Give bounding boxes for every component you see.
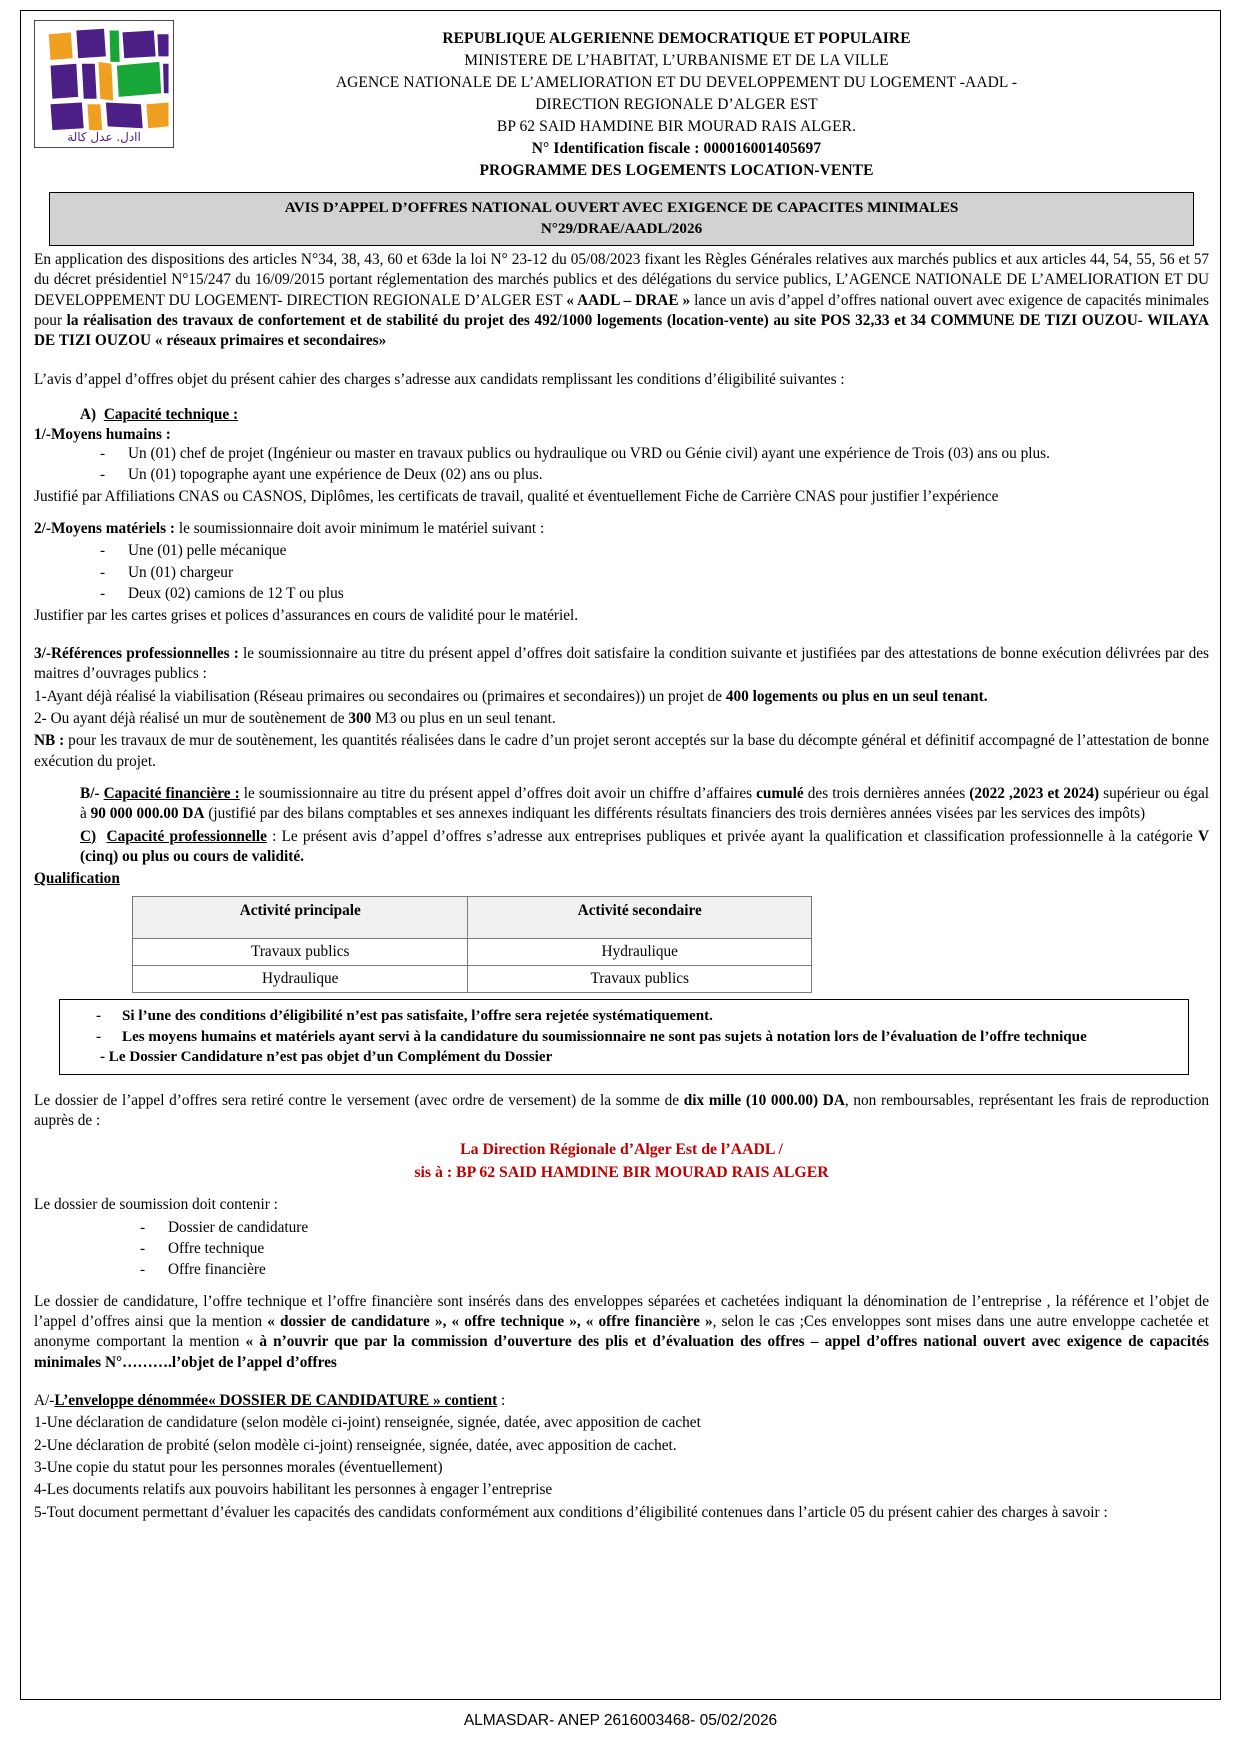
sub3-title: 3/-Références professionnelles :: [34, 644, 239, 662]
address-line-2: sis à : BP 62 SAID HAMDINE BIR MOURAD RAIS ALGER: [414, 1164, 829, 1182]
header-line-2: MINISTERE DE L’HABITAT, L’URBANISME ET DE LA VILLE: [464, 52, 889, 69]
moyens-materiels-note: Justifier par les cartes grises et polices d’assurances en cours de validité pour le matériel.: [34, 606, 579, 624]
intro-bold2: la réalisation des travaux de confortement et de stabilité du projet des 492/1000 logements (location-vente) au site POS 32,33 et 34 COMMUNE DE TIZI OUZOU- WILAYA DE TIZI OUZOU « réseaux primaires et secondaires»: [34, 312, 1209, 350]
withdrawal-amount: dix mille (10 000.00) DA: [683, 1091, 845, 1109]
nb-text: pour les travaux de mur de soutènement, les quantités réalisées dans le cadre d’un projet seront acceptés sur la base du décompte général et définitif accompagné de l’attestation de bonne exécution du projet.: [34, 732, 1209, 770]
envelope-a-prefix: A/-: [34, 1391, 55, 1409]
cell-secondaire-1: Hydraulique: [468, 938, 812, 965]
section-b-text1: le soumissionnaire au titre du présent appel d’offres doit avoir un chiffre d’affaires: [239, 784, 757, 802]
envelopes-paragraph: [34, 1292, 1209, 1373]
header-line-3: AGENCE NATIONALE DE L’AMELIORATION ET DU DEVELOPPEMENT DU LOGEMENT -AADL -: [335, 74, 1018, 91]
section-c-bold1: V (cinq) ou plus ou cours de validité.: [80, 827, 1209, 865]
list-item: - Les moyens humains et matériels ayant servi à la candidature du soumissionnaire ne sont pas sujets à notation lors de l’évaluation de l’offre technique: [92, 1027, 1178, 1047]
intro-bold1: « AADL – DRAE »: [566, 291, 691, 309]
section-a-heading: [80, 406, 1209, 424]
conditions-list: [70, 1006, 1178, 1047]
header-text-block: [174, 20, 1209, 182]
ref1-bold: 400 logements ou plus en un seul tenant.: [725, 687, 988, 705]
list-item: - Offre financière: [134, 1260, 1209, 1280]
references-item-1: [34, 687, 1209, 707]
ref2-bold: 300: [348, 709, 372, 727]
intro-part2: lance un avis d’appel d’offres national ouvert avec exigence de capacités minimales pour: [34, 291, 1209, 330]
nb-label: NB :: [34, 732, 65, 750]
list-item: - Offre technique: [134, 1239, 1209, 1259]
header-line-7: PROGRAMME DES LOGEMENTS LOCATION-VENTE: [479, 162, 874, 179]
list-item: - Deux (02) camions de 12 T ou plus: [94, 584, 1209, 604]
envelope-a-heading: [34, 1391, 1209, 1411]
section-b-bold2: (2022 ,2023 et 2024): [969, 784, 1100, 802]
section-b-text3: supérieur ou égal à: [80, 784, 1209, 823]
ref1-text: 1-Ayant déjà réalisé la viabilisation (Réseau primaires ou secondaires ou (primaires et secondaires)) un projet de: [34, 687, 726, 705]
envelope-a-item-3: 3-Une copie du statut pour les personnes morales (éventuellement): [34, 1459, 443, 1476]
submission-lead: Le dossier de soumission doit contenir :: [34, 1196, 278, 1214]
section-c-text1: : Le présent avis d’appel d’offres s’adresse aux entreprises publiques et privée ayant la qualification et classification professionnelle à la catégorie: [266, 827, 1198, 845]
list-item: - Un (01) chargeur: [94, 563, 1209, 583]
qualification-table: [132, 896, 812, 993]
moyens-materiels-list: [34, 541, 1209, 604]
section-c-label: C): [80, 827, 97, 845]
section-a-title: Capacité technique :: [103, 406, 239, 424]
document-header: [34, 20, 1209, 182]
qualification-heading: Qualification: [34, 870, 120, 888]
eligibility-intro-line: L’avis d’appel d’offres objet du présent cahier des charges s’adresse aux candidats remplissant les conditions d’éligibilité suivantes :: [34, 370, 845, 388]
list-item: - Une (01) pelle mécanique: [94, 541, 1209, 561]
envelope-a-item-1: 1-Une déclaration de candidature (selon modèle ci-joint) renseignée, signée, datée, avec apposition de cachet: [34, 1414, 701, 1432]
section-b-title: Capacité financière :: [103, 784, 240, 802]
cell-principale-1: Travaux publics: [133, 938, 468, 965]
list-item: - Un (01) chef de projet (Ingénieur ou master en travaux publics ou hydraulique ou VRD ou Génie civil) ayant une expérience de Trois (03) ans ou plus.: [94, 444, 1209, 464]
moyens-humains-note: Justifié par Affiliations CNAS ou CASNOS, Diplômes, les certificats de travail, qualité et éventuellement Fiche de Carrière CNAS pour justifier l’expérience: [34, 487, 999, 505]
submission-list: [34, 1218, 1209, 1281]
cell-secondaire-2: Travaux publics: [468, 965, 812, 992]
withdrawal-text2: , non remboursables, représentant les frais de reproduction auprès de :: [34, 1091, 1209, 1130]
sub2-title: 2/-Moyens matériels :: [34, 520, 176, 538]
ref2-text-a: 2- Ou ayant déjà réalisé un mur de soutènement de: [34, 709, 349, 727]
withdrawal-address: [34, 1139, 1209, 1185]
intro-part1: En application des dispositions des articles N°34, 38, 43, 60 et 63de la loi N° 23-12 du 05/08/2023 fixant les Règles Générales relatives aux marchés publics et aux articles 44, 54, 55, 56 et 57 du décret présidentiel N°15/247 du 16/09/2015 portant réglementation des marchés publics et des délégations du service publics, L’AGENCE NATIONALE DE L’AMELIORATION ET DU DEVELOPPEMENT DU LOGEMENT- DIRECTION REGIONALE D’ALGER EST: [34, 251, 1209, 309]
section-b-text4: (justifié par des bilans comptables et ses annexes indiquant les différents résultats financiers des trois dernières années visées par les services des impôts): [204, 805, 1146, 823]
svg-text:ﺍﺍﺩﻝ. ﻋﺪﻝ ﻛﺎﻟﺔ: ﺍﺍﺩﻝ. ﻋﺪﻝ ﻛﺎﻟﺔ: [67, 130, 141, 143]
section-b-label: B/-: [80, 784, 100, 802]
section-a-sub1-heading: 1/-Moyens humains :: [34, 426, 171, 444]
header-line-5: BP 62 SAID HAMDINE BIR MOURAD RAIS ALGER.: [496, 118, 857, 135]
envelope-a-suffix: :: [497, 1391, 506, 1409]
address-line-1: La Direction Régionale d’Alger Est de l’AADL /: [460, 1141, 783, 1159]
table-header-row: [133, 896, 812, 938]
envelopes-part-a: Le dossier de candidature, l’offre technique et l’offre financière sont insérés dans des enveloppes séparées et cachetées indiquant la dénomination de l’entreprise , la référence et l’objet de l’appel d’offres ainsi que la mention: [34, 1292, 1209, 1330]
sub2-lead: le soumissionnaire doit avoir minimum le matériel suivant :: [175, 520, 545, 538]
moyens-humains-list: [34, 444, 1209, 486]
withdrawal-paragraph: [34, 1091, 1209, 1132]
sub3-lead: le soumissionnaire au titre du présent appel d’offres doit satisfaire la condition suivante et justifiées par des attestations de bonne exécution délivrées par des maitres d’ouvrages publics :: [34, 644, 1209, 683]
section-b-bold3: 90 000 000.00 DA: [90, 805, 205, 823]
section-b-text2: des trois dernières années: [803, 784, 970, 802]
envelope-a-item-2: 2-Une déclaration de probité (selon modèle ci-joint) renseignée, signée, datée, avec apposition de cachet.: [34, 1436, 677, 1454]
tender-title-line1: AVIS D’APPEL D’OFFRES NATIONAL OUVERT AVEC EXIGENCE DE CAPACITES MINIMALES: [284, 199, 959, 216]
tender-title-band: [49, 192, 1194, 246]
page-footer: ALMASDAR- ANEP 2616003468- 05/02/2026: [463, 1712, 778, 1729]
list-item: - Si l’une des conditions d’éligibilité n’est pas satisfaite, l’offre sera rejetée systématiquement.: [92, 1006, 1178, 1026]
section-a-sub3: [34, 644, 1209, 685]
envelope-a-item-5: 5-Tout document permettant d’évaluer les capacités des candidats conformément aux conditions d’éligibilité contenues dans l’article 05 du présent cahier des charges à savoir :: [34, 1503, 1108, 1521]
list-item: - Un (01) topographe ayant une expérience de Deux (02) ans ou plus.: [94, 465, 1209, 485]
section-b: [34, 784, 1209, 825]
cell-principale-2: Hydraulique: [133, 965, 468, 992]
references-item-2: [34, 709, 1209, 729]
withdrawal-text1: Le dossier de l’appel d’offres sera retiré contre le versement (avec ordre de versement) de la somme de: [34, 1091, 684, 1109]
table-row: [133, 938, 812, 965]
ref2-text-c: M3 ou plus en un seul tenant.: [371, 709, 556, 727]
table-row: [133, 965, 812, 992]
header-line-1: REPUBLIQUE ALGERIENNE DEMOCRATIQUE ET POPULAIRE: [442, 30, 911, 47]
list-item: - Dossier de candidature: [134, 1218, 1209, 1238]
conditions-box: [59, 999, 1189, 1075]
envelope-a-item-4: 4-Les documents relatifs aux pouvoirs habilitant les personnes à engager l’entreprise: [34, 1481, 553, 1499]
tender-reference: N°29/DRAE/AADL/2026: [540, 219, 703, 237]
column-header-activite-secondaire: Activité secondaire: [468, 896, 812, 938]
column-header-activite-principale: Activité principale: [133, 896, 468, 938]
header-line-4: DIRECTION REGIONALE D’ALGER EST: [535, 96, 818, 113]
nb-note: [34, 731, 1209, 772]
section-b-bold1: cumulé: [756, 784, 804, 802]
envelopes-part-b: « dossier de candidature », « offre technique », « offre financière »: [267, 1312, 713, 1330]
section-a-label: A): [80, 406, 97, 424]
conditions-last-item: - Le Dossier Candidature n’est pas objet d’un Complément du Dossier: [100, 1048, 553, 1065]
envelope-a-title: L’enveloppe dénommée« DOSSIER DE CANDIDATURE » contient: [54, 1391, 498, 1409]
aadl-logo-icon: [39, 25, 169, 143]
header-line-6: N° Identification fiscale : 000016001405697: [531, 140, 822, 157]
envelopes-part-d: « à n’ouvrir que par la commission d’ouverture des plis et d’évaluation des offres – appel d’offres national ouvert avec exigence de capacités minimales N°……….l’objet de l’appel d’offres: [34, 1333, 1209, 1371]
section-a-sub2-heading: [34, 519, 1209, 539]
aadl-logo: [34, 20, 174, 148]
section-c: [34, 827, 1209, 868]
envelopes-part-c: , selon le cas ;Ces enveloppes sont mises dans une autre enveloppe cachetée et anonyme comportant la mention: [34, 1312, 1209, 1351]
intro-paragraph: [34, 250, 1209, 352]
section-c-title: Capacité professionnelle: [106, 827, 267, 845]
document-content: [34, 20, 1209, 1525]
